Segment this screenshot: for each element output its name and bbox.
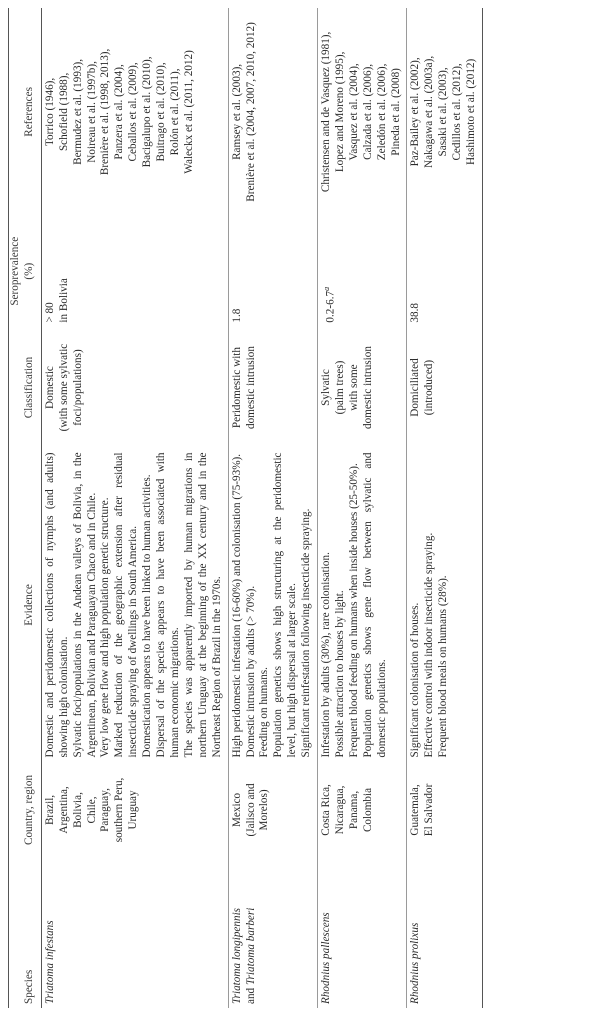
species-name: Rhodnius prolixus [409,922,422,1004]
evidence-item: Feeding on humans. [258,667,271,758]
evidence-item: Significant colonisation of houses. [409,602,422,758]
seroprevalence-cell [318,216,407,327]
species-name: Rhodnius pallescens [320,912,333,1004]
country-line: Uruguay [127,790,140,830]
country-line: Mexico [230,792,243,828]
species-cell [318,858,407,1008]
classification-line: (introduced) [423,359,436,416]
header-species: Species [9,858,42,1008]
classification-line: Domestic [43,366,56,409]
evidence-item: Dispersal of the species appears to have been associated with human economic migrations. [155,452,181,758]
evidence-item: The species was apparently imported by human migrations in northern Uruguay at the beginning of the XX century and in the Northeast Region of Brazil in the 1970s. [182,452,223,758]
reference-line: Sasaki et al. (2003), [437,67,450,157]
footnote-marker: a [322,286,332,291]
evidence-item: Population genetics shows gene flow between sylvatic and domestic populations. [361,452,388,758]
seroprevalence-cell [407,216,483,327]
reference-line: Torrico (1946), [43,77,56,146]
reference-line: Zeledón et al. (2006), [375,63,388,161]
header-sero-line1: Seroprevalence [9,236,21,306]
country-line: Argentina, [57,786,70,834]
seroprevalence-line: 1.8 [230,308,243,323]
evidence-cell [228,448,317,761]
reference-line: Hashimoto et al. (2012) [465,58,478,166]
reference-line: Schofield (1988), [57,72,70,152]
reference-line: Nakagawa et al. (2003a), [423,55,436,168]
header-row [9,8,42,1008]
evidence-item: Population genetics shows high structuring at the peridomestic level, but high dispersal at larger scale. [272,452,299,758]
reference-line: Waleckx et al. (2011, 2012) [182,50,195,174]
reference-line: Pineda et al. (2008) [389,68,402,156]
reference-line: Panzera et al. (2004), [113,64,126,160]
species-name: Triatoma infestans [43,920,56,1004]
species-name: Triatoma longipennis [230,907,243,1004]
reference-cell [318,8,407,216]
species-cell [228,858,317,1008]
reference-line: Brenière et al. (2004, 2007, 2010, 2012) [244,22,257,202]
classification-line: foci/populations) [71,349,84,426]
country-line: Bolivia, [71,792,84,828]
reference-line: Vasquez et al. (2004), [347,63,360,161]
species-join: and [244,987,257,1004]
classification-cell [318,327,407,449]
classification-line: with some [347,364,360,411]
classification-cell [407,327,483,449]
reference-line: Calzada et al. (2006), [361,63,374,160]
header-references: References [9,8,42,216]
country-line: (Jalisco and [244,783,257,837]
evidence-item: Infestation by adults (30%), rare colonisation. [320,552,333,758]
country-line: Morelos) [258,789,271,831]
country-line: Paraguay, [99,788,112,832]
table-row [407,8,483,1008]
table-body [41,8,482,1008]
seroprevalence-cell [228,216,317,327]
evidence-item: Sylvatic foci/populations in the Andean valleys of Bolivia, in the Argentinean, Bolivian and Paraguayan Chaco and in Chile. [71,452,98,758]
header-country: Country, region [9,761,42,858]
evidence-item: Frequent blood feeding on humans when inside houses (25-50%). [347,463,360,758]
country-line: Costa Rica, [320,784,333,836]
table-row [228,8,317,1008]
country-line: southern Peru, [113,777,126,843]
evidence-item: Domestication appears to have been linked to human activities. [141,474,154,758]
reference-line: Rolón et al. (2011), [168,68,181,156]
country-line: El Salvador [423,783,436,837]
classification-cell [228,327,317,449]
species-table [8,8,483,1008]
evidence-item: Very low gene flow and high population genetic structure. [99,497,112,758]
table-row [318,8,407,1008]
reference-cell [228,8,317,216]
species-cell [41,858,228,1008]
country-line: Nicaragua, [333,785,346,835]
seroprevalence-line: in Bolivia [57,278,70,323]
reference-line: Buitrago et al. (2010), [155,62,168,162]
country-cell [41,761,228,858]
reference-line: Cedillos et al. (2012), [451,63,464,161]
classification-line: (palm trees) [333,360,346,415]
country-cell [318,761,407,858]
evidence-item: Possible attraction to houses by light. [333,590,346,758]
country-line: Brazil, [43,794,56,826]
evidence-item: Frequent blood meals on humans (28%). [437,575,450,758]
classification-line: Domiciliated [409,358,422,417]
header-sero-line2: (%) [22,262,35,280]
classification-line: (with some sylvatic [57,343,70,432]
reference-line: Ramsey et al. (2003), [230,63,243,160]
species-name: Triatoma barberi [244,907,257,986]
reference-line: Bacigalupo et al. (2010), [141,56,154,168]
seroprevalence-cell [41,216,228,327]
classification-line: Sylvatic [320,369,333,406]
reference-line: Lopez and Moreno (1995), [333,51,346,173]
reference-line: Paz-Bailey et al. (2002), [409,57,422,167]
species-cell [407,858,483,1008]
classification-cell [41,327,228,449]
country-line: Colombia [361,787,374,833]
country-line: Chile, [85,796,98,824]
evidence-item: High peridomestic infestation (16-60%) and colonisation (75-93%). [230,453,243,758]
header-evidence: Evidence [9,448,42,761]
classification-line: domestic intrusion [361,346,374,430]
table-row [41,8,228,1008]
classification-line: domestic intrusion [244,346,257,430]
evidence-item: Significant reinfestation following insecticide spraying. [300,508,313,758]
seroprevalence-value: 0.2-6.7 [324,290,337,323]
reference-line: Noireau et al. (1997b), [85,61,98,163]
reference-line: Brenière et al. (1998, 2013), [99,48,112,176]
evidence-cell [318,448,407,761]
country-cell [407,761,483,858]
reference-cell [407,8,483,216]
country-line: Guatemala, [409,784,422,836]
evidence-cell [41,448,228,761]
header-seroprevalence [9,216,42,327]
evidence-item: Domestic and peridomestic collections of nymphs (and adults) showing high colonisation. [43,452,70,758]
seroprevalence-line: 38.8 [409,303,422,323]
evidence-cell [407,448,483,761]
evidence-item: Domestic intrusion by adults (> 70%). [244,585,257,758]
evidence-item: Marked reduction of the geographic extension after residual insecticide spraying of dwellings in South America. [113,452,140,758]
reference-line: Ceballos et al. (2009), [127,62,140,162]
country-line: Panama, [347,790,360,830]
reference-cell [41,8,228,216]
reference-line: Christensen and de Vasquez (1981), [320,31,333,193]
seroprevalence-line: > 80 [43,302,56,323]
country-cell [228,761,317,858]
header-classification: Classification [9,327,42,449]
reference-line: Bermudez et al. (1993), [71,58,84,165]
evidence-item: Effective control with indoor insecticide spraying. [423,532,436,758]
classification-line: Peridomestic with [230,346,243,429]
